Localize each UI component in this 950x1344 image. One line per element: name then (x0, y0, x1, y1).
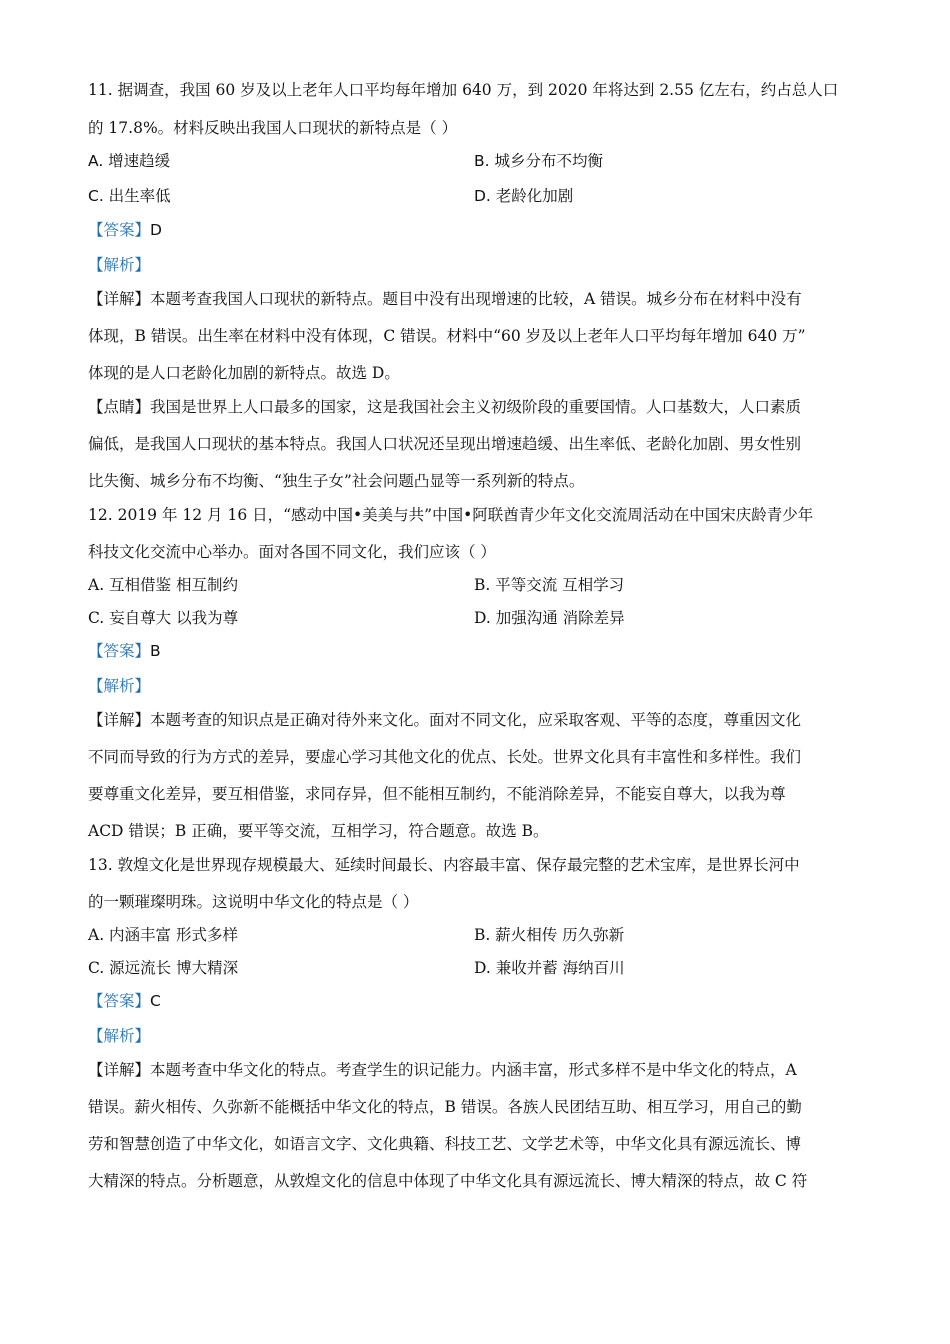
option-a: A. 内涵丰富 形式多样 (88, 926, 238, 944)
answer-label: 【答案】 (88, 992, 151, 1010)
options-row (88, 151, 603, 171)
option-b: B. 城乡分布不均衡 (474, 152, 603, 170)
detail-line: ACD 错误；B 正确，要平等交流，互相学习，符合题意。故选 B。 (88, 822, 549, 840)
option-d: D. 兼收并蓄 海纳百川 (474, 959, 625, 977)
comment-line: 【点睛】我国是世界上人口最多的国家，这是我国社会主义初级阶段的重要国情。人口基数大，人口素质 (88, 398, 802, 416)
detail-line: 错误。薪火相传、久弥新不能概括中华文化的特点，B 错误。各族人民团结互助、相互学习，用自己的勤 (88, 1098, 802, 1116)
question-stem: 12. 2019 年 12 月 16 日，“感动中国•美美与共”中国•阿联酋青少年文化交流周活动在中国宋庆龄青少年 (88, 506, 814, 524)
detail-line: 体现，B 错误。出生率在材料中没有体现，C 错误。材料中“60 岁及以上老年人口平均每年增加 640 万” (88, 327, 806, 345)
answer-line (88, 220, 162, 240)
answer-value: D (150, 221, 162, 239)
analysis-label: 【解析】 (88, 256, 151, 274)
detail-line: 要尊重文化差异，要互相借鉴，求同存异，但不能相互制约，不能消除差异，不能妄自尊大，以我为尊 (88, 785, 786, 803)
analysis-label: 【解析】 (88, 1027, 151, 1045)
answer-line (88, 641, 161, 661)
answer-value: C (150, 992, 161, 1010)
option-c: C. 源远流长 博大精深 (88, 959, 239, 977)
detail-line: 【详解】本题考查的知识点是正确对待外来文化。面对不同文化，应采取客观、平等的态度，尊重因文化 (88, 711, 802, 729)
option-d: D. 加强沟通 消除差异 (474, 609, 625, 627)
detail-line: 【详解】本题考查我国人口现状的新特点。题目中没有出现增速的比较，A 错误。城乡分布在材料中没有 (88, 290, 802, 308)
options-row (88, 958, 625, 978)
question-stem: 11. 据调查，我国 60 岁及以上老年人口平均每年增加 640 万，到 2020 年将达到 2.55 亿左右，约占总人口 (88, 81, 839, 99)
detail-line: 劳和智慧创造了中华文化，如语言文字、文化典籍、科技工艺、文学艺术等，中华文化具有源远流长、博 (88, 1135, 802, 1153)
option-a: A. 增速趋缓 (88, 152, 171, 170)
answer-line (88, 991, 161, 1011)
analysis-label: 【解析】 (88, 677, 151, 695)
detail-line: 大精深的特点。分析题意，从敦煌文化的信息中体现了中华文化具有源远流长、博大精深的特点，故 C 符 (88, 1172, 808, 1190)
detail-line: 不同而导致的行为方式的差异，要虚心学习其他文化的优点、长处。世界文化具有丰富性和多样性。我们 (88, 748, 802, 766)
option-a: A. 互相借鉴 相互制约 (88, 576, 238, 594)
option-b: B. 薪火相传 历久弥新 (474, 926, 625, 944)
answer-value: B (150, 642, 161, 660)
options-row (88, 186, 573, 206)
question-stem: 科技文化交流中心举办。面对各国不同文化，我们应该（ ） (88, 543, 496, 561)
detail-line: 体现的是人口老龄化加剧的新特点。故选 D。 (88, 364, 400, 382)
answer-label: 【答案】 (88, 642, 151, 660)
option-d: D. 老龄化加剧 (474, 187, 574, 205)
options-row (88, 925, 624, 945)
option-c: C. 妄自尊大 以我为尊 (88, 609, 239, 627)
question-stem: 的一颗璀璨明珠。这说明中华文化的特点是（ ） (88, 893, 419, 911)
comment-line: 比失衡、城乡分布不均衡、“独生子女”社会问题凸显等一系列新的特点。 (88, 472, 585, 490)
options-row (88, 575, 624, 595)
option-b: B. 平等交流 互相学习 (474, 576, 625, 594)
question-stem: 的 17.8%。材料反映出我国人口现状的新特点是（ ） (88, 119, 458, 137)
answer-label: 【答案】 (88, 221, 151, 239)
detail-line: 【详解】本题考查中华文化的特点。考查学生的识记能力。内涵丰富，形式多样不是中华文化的特点，A (88, 1061, 797, 1079)
comment-line: 偏低，是我国人口现状的基本特点。我国人口状况还呈现出增速趋缓、出生率低、老龄化加剧、男女性别 (88, 435, 802, 453)
option-c: C. 出生率低 (88, 187, 171, 205)
question-stem: 13. 敦煌文化是世界现存规模最大、延续时间最长、内容最丰富、保存最完整的艺术宝库，是世界长河中 (88, 856, 800, 874)
options-row (88, 608, 625, 628)
